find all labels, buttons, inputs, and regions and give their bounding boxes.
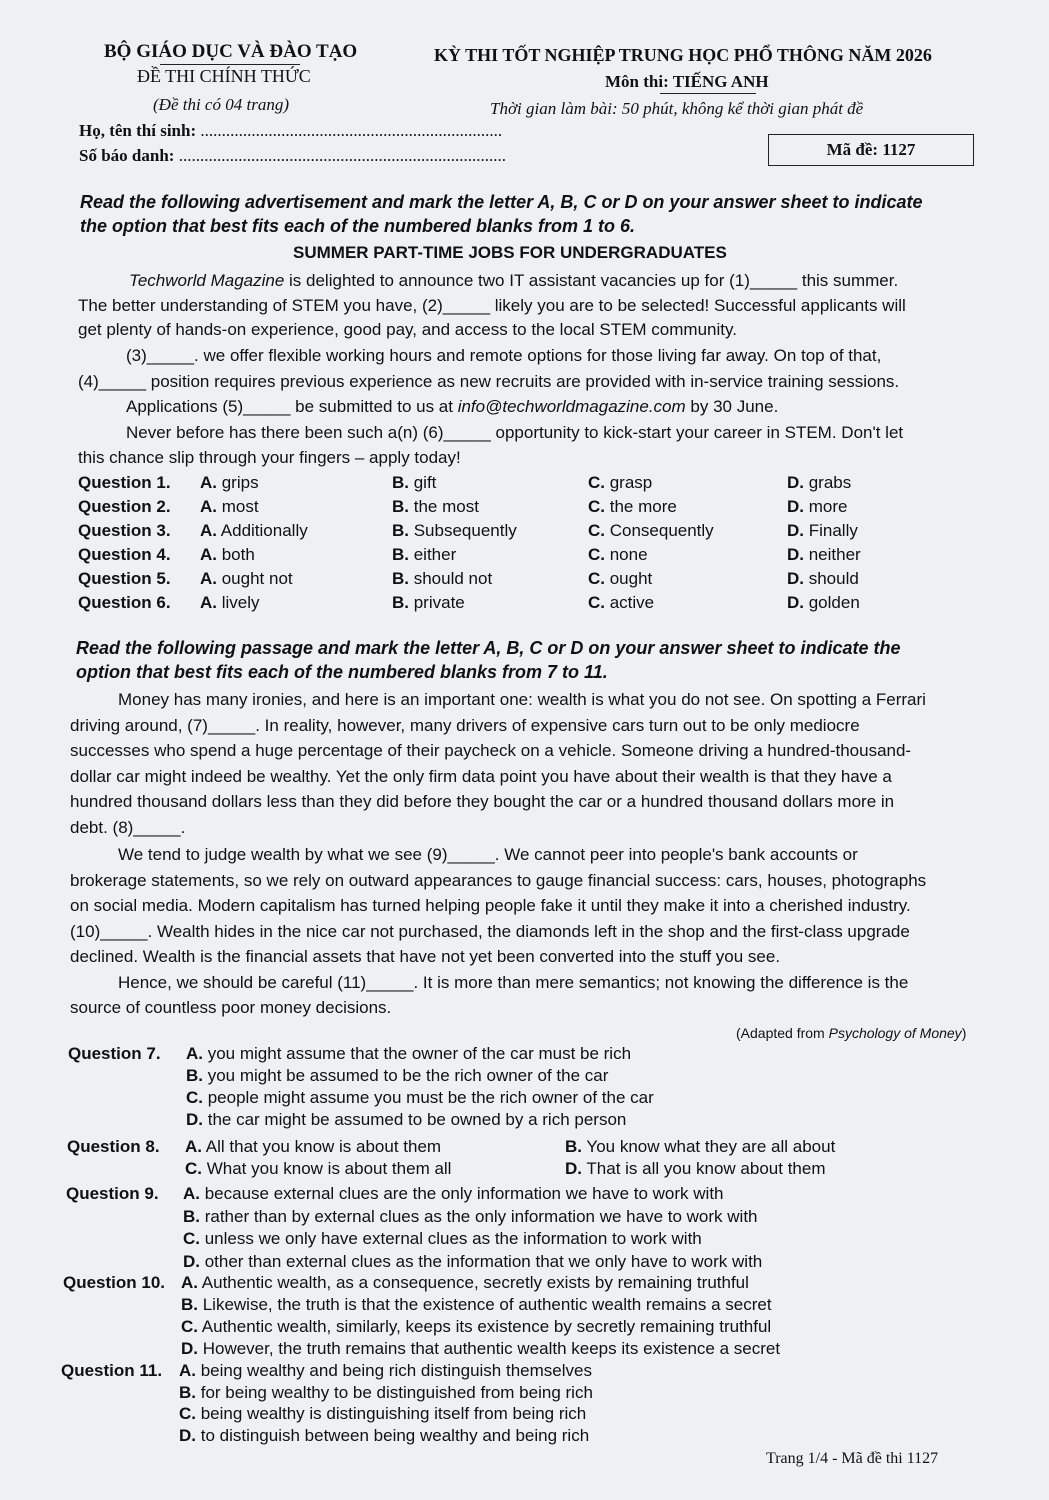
question-number: Question 2. [78, 497, 171, 516]
answer-option [186, 1066, 608, 1086]
answer-option [183, 1207, 758, 1227]
passage-line: dollar car might indeed be wealthy. Yet the only firm data point you have about their wealth is that they have a [70, 767, 892, 786]
answer-option [392, 593, 465, 613]
answer-option [179, 1361, 592, 1381]
option-letter: B. [565, 1137, 582, 1156]
question-label [78, 545, 171, 565]
question-label [78, 593, 171, 613]
passage-line: brokerage statements, so we rely on outward appearances to gauge financial success: cars, houses, photographs [70, 871, 927, 890]
source-prefix: (Adapted from [736, 1025, 829, 1041]
passage-line: source of countless poor money decisions. [70, 998, 392, 1017]
option-letter: A. [200, 473, 217, 492]
option-letter: B. [186, 1066, 203, 1085]
option-letter: B. [179, 1382, 196, 1402]
option-letter: D. [787, 473, 804, 492]
source-title: Psychology of Money [828, 1025, 962, 1041]
advert-p2-line1: (3)_____. we offer flexible working hours and remote options for those living far away. On top of that, [126, 346, 882, 365]
question-number: Question 1. [78, 473, 171, 492]
passage-line: We tend to judge wealth by what we see (9)_____. We cannot peer into people's bank accounts or [118, 845, 858, 864]
option-text: All that you know is about them [202, 1137, 442, 1156]
option-text: either [409, 545, 457, 564]
pages-note: (Đề thi có 04 trang) [153, 95, 289, 114]
option-text: none [605, 545, 648, 564]
option-text: people might assume you must be the rich owner of the car [203, 1088, 654, 1107]
option-text: private [409, 593, 465, 612]
option-text: grasp [605, 473, 653, 492]
passage-line: on social media. Modern capitalism has turned helping people fake it until they make it into a cherished industry. [70, 896, 911, 915]
option-text: unless we only have external clues as the information to work with [200, 1229, 702, 1248]
option-letter: D. [787, 497, 804, 516]
answer-option [392, 569, 492, 589]
option-letter: C. [588, 473, 605, 492]
option-text: ought not [217, 569, 293, 588]
option-letter: C. [588, 593, 605, 612]
question-number: Question 6. [78, 593, 171, 612]
option-letter: C. [181, 1317, 198, 1336]
passage-line: Money has many ironies, and here is an important one: wealth is what you do not see. On spotting a Ferrari [118, 690, 926, 709]
question-label [67, 1137, 160, 1157]
option-text: you might assume that the owner of the car must be rich [203, 1044, 632, 1063]
candidate-name-field [79, 121, 502, 141]
option-text: because external clues are the only information we have to work with [200, 1184, 724, 1203]
answer-option [179, 1383, 593, 1403]
option-text: Finally [804, 521, 858, 540]
option-text: active [605, 593, 655, 612]
candidate-name-blank: ....................................................................... [200, 121, 503, 140]
advert-p3 [126, 397, 778, 417]
option-text: grips [217, 473, 259, 492]
option-letter: B. [183, 1206, 200, 1226]
option-text: Authentic wealth, as a consequence, secretly exists by remaining truthful [198, 1273, 749, 1292]
option-letter: C. [588, 569, 605, 588]
option-text: for being wealthy to be distinguished from being rich [196, 1382, 593, 1402]
answer-option [186, 1088, 654, 1108]
option-letter: A. [185, 1137, 202, 1156]
answer-option [183, 1229, 702, 1249]
option-text: Additionally [217, 521, 308, 540]
candidate-name-label: Họ, tên thí sinh: [79, 121, 197, 140]
option-text: neither [804, 545, 861, 564]
option-letter: D. [565, 1159, 582, 1178]
answer-option [588, 545, 648, 565]
question-number: Question 3. [78, 521, 171, 540]
option-text: rather than by external clues as the only information we have to work with [200, 1206, 758, 1226]
option-letter: C. [183, 1229, 200, 1248]
question-number: Question 5. [78, 569, 171, 588]
answer-option [181, 1273, 749, 1293]
option-letter: D. [181, 1339, 198, 1358]
advert-p1-line1 [129, 271, 898, 291]
option-text: lively [217, 593, 260, 612]
section1-instruction-line1: Read the following advertisement and mark the letter A, B, C or D on your answer sheet to indicate [80, 192, 923, 212]
option-letter: A. [181, 1273, 198, 1292]
question-label [61, 1361, 162, 1381]
advert-p1-line3: get plenty of hands-on experience, good pay, and access to the local STEM community. [78, 320, 737, 339]
answer-option [181, 1339, 780, 1359]
option-letter: B. [392, 593, 409, 612]
magazine-name: Techworld Magazine [129, 271, 285, 290]
option-letter: A. [200, 497, 217, 516]
option-text: to distinguish between being wealthy and being rich [196, 1425, 590, 1445]
option-letter: A. [200, 521, 217, 540]
option-letter: B. [392, 521, 409, 540]
question-number: Question 7. [68, 1044, 161, 1063]
option-letter: D. [787, 569, 804, 588]
section2-instruction-line2: option that best fits each of the numbered blanks from 7 to 11. [76, 662, 608, 682]
answer-option [185, 1137, 441, 1157]
option-text: grabs [804, 473, 852, 492]
answer-option [787, 497, 847, 517]
advert-email: info@techworldmagazine.com [457, 397, 686, 416]
option-text: Consequently [605, 521, 714, 540]
official-label: ĐỀ THI CHÍNH THỨC [137, 66, 311, 86]
page-footer: Trang 1/4 - Mã đề thi 1127 [766, 1450, 939, 1467]
option-letter: C. [588, 545, 605, 564]
answer-option [787, 473, 851, 493]
option-text: being wealthy and being rich distinguish themselves [196, 1361, 592, 1380]
section2-instruction-line1: Read the following passage and mark the letter A, B, C or D on your answer sheet to indicate the [76, 638, 901, 658]
question-label [78, 497, 171, 517]
answer-option [183, 1252, 762, 1272]
answer-option [588, 521, 714, 541]
answer-option [179, 1426, 589, 1446]
option-text: the more [605, 497, 677, 516]
option-letter: D. [787, 545, 804, 564]
question-number: Question 10. [63, 1273, 166, 1292]
answer-option [200, 473, 259, 493]
passage-line: declined. Wealth is the financial assets that have not yet been converted into the stuff you see. [70, 947, 781, 966]
question-number: Question 4. [78, 545, 171, 564]
option-text: the car might be assumed to be owned by a rich person [203, 1110, 627, 1129]
option-text: ought [605, 569, 653, 588]
option-text: Likewise, the truth is that the existence of authentic wealth remains a secret [198, 1295, 772, 1314]
option-letter: B. [392, 497, 409, 516]
option-text: Subsequently [409, 521, 517, 540]
option-text: being wealthy is distinguishing itself from being rich [196, 1404, 587, 1423]
question-number: Question 8. [67, 1137, 160, 1156]
candidate-id-label: Số báo danh: [79, 146, 175, 165]
answer-option [588, 569, 652, 589]
answer-option [392, 497, 479, 517]
question-number: Question 9. [66, 1184, 159, 1203]
exam-title: KỲ THI TỐT NGHIỆP TRUNG HỌC PHỔ THÔNG NĂM 2026 [434, 45, 932, 65]
option-letter: B. [392, 569, 409, 588]
question-label [78, 473, 171, 493]
source-suffix: ) [961, 1025, 967, 1041]
passage-source [736, 1025, 966, 1041]
answer-option [392, 545, 456, 565]
answer-option [200, 593, 260, 613]
option-letter: B. [392, 473, 409, 492]
answer-option [392, 521, 517, 541]
ministry-name: BỘ GIÁO DỤC VÀ ĐÀO TẠO [104, 41, 358, 62]
answer-option [186, 1110, 626, 1130]
advert-title: SUMMER PART-TIME JOBS FOR UNDERGRADUATES [293, 243, 727, 262]
option-letter: A. [200, 545, 217, 564]
option-letter: D. [787, 593, 804, 612]
question-label [68, 1044, 161, 1064]
answer-option [588, 473, 652, 493]
option-letter: A. [200, 593, 217, 612]
question-label [63, 1273, 165, 1293]
answer-option [565, 1159, 826, 1179]
advert-p1-line1-text: is delighted to announce two IT assistant vacancies up for (1)_____ this summer. [284, 271, 899, 290]
passage-line: Hence, we should be careful (11)_____. It is more than mere semantics; not knowing the difference is the [118, 973, 909, 992]
question-label [78, 521, 171, 541]
option-text: You know what they are all about [582, 1137, 836, 1156]
option-letter: A. [200, 569, 217, 588]
answer-option [787, 569, 859, 589]
passage-line: driving around, (7)_____. In reality, however, many drivers of expensive cars turn out to be only mediocre [70, 716, 860, 735]
advert-p1-line2: The better understanding of STEM you have, (2)_____ likely you are to be selected! Successful applicants will [78, 296, 906, 315]
option-letter: A. [179, 1361, 196, 1380]
advert-p4-line1: Never before has there been such a(n) (6)_____ opportunity to kick-start your career in STEM. Don't let [126, 423, 904, 442]
section1-instruction-line2: the option that best fits each of the numbered blanks from 1 to 6. [80, 216, 636, 236]
option-text: the most [409, 497, 479, 516]
option-text: you might be assumed to be the rich owner of the car [203, 1066, 609, 1085]
answer-option [787, 521, 858, 541]
option-letter: B. [392, 545, 409, 564]
option-letter: C. [186, 1088, 203, 1107]
exam-subject: Môn thi: TIẾNG ANH [605, 72, 769, 91]
answer-option [179, 1404, 586, 1424]
option-letter: C. [588, 521, 605, 540]
answer-option [200, 521, 308, 541]
option-text: Authentic wealth, similarly, keeps its existence by secretly remaining truthful [198, 1317, 772, 1336]
option-text: That is all you know about them [582, 1159, 826, 1178]
option-letter: C. [179, 1404, 196, 1423]
subject-divider [660, 93, 756, 94]
answer-option [200, 545, 255, 565]
option-letter: D. [183, 1251, 200, 1271]
option-text: other than external clues as the information that we only have to work with [200, 1251, 763, 1271]
answer-option [588, 593, 654, 613]
option-letter: D. [179, 1425, 196, 1445]
option-text: What you know is about them all [202, 1159, 452, 1178]
option-text: gift [409, 473, 437, 492]
option-letter: A. [183, 1184, 200, 1203]
advert-p3-text: Applications (5)_____ be submitted to us at [126, 397, 458, 416]
advert-p3-end: by 30 June. [685, 397, 779, 416]
exam-code-box: Mã đề: 1127 [768, 134, 974, 166]
passage-line: (10)_____. Wealth hides in the nice car not purchased, the diamonds left in the shop and the first-class upgrade [70, 922, 910, 941]
answer-option [787, 593, 860, 613]
answer-option [185, 1159, 451, 1179]
answer-option [200, 569, 293, 589]
option-letter: D. [186, 1110, 203, 1129]
question-label [78, 569, 171, 589]
header-divider [160, 64, 300, 65]
option-letter: B. [181, 1295, 198, 1314]
option-text: more [804, 497, 848, 516]
option-text: golden [804, 593, 860, 612]
answer-option [200, 497, 259, 517]
answer-option [183, 1184, 724, 1204]
candidate-id-field [79, 146, 506, 166]
answer-option [565, 1137, 835, 1157]
option-letter: C. [185, 1159, 202, 1178]
passage-line: debt. (8)_____. [70, 818, 186, 837]
option-text: However, the truth remains that authentic wealth keeps its existence a secret [198, 1339, 781, 1358]
advert-p2-line2: (4)_____ position requires previous experience as new recruits are provided with in-service training sessions. [78, 372, 900, 391]
answer-option [186, 1044, 631, 1064]
question-number: Question 11. [61, 1361, 163, 1380]
answer-option [181, 1317, 771, 1337]
advert-p4-line2: this chance slip through your fingers – apply today! [78, 448, 461, 467]
answer-option [588, 497, 677, 517]
answer-option [787, 545, 861, 565]
question-label [66, 1184, 159, 1204]
option-text: should [804, 569, 859, 588]
answer-option [392, 473, 436, 493]
option-text: most [217, 497, 259, 516]
option-letter: A. [186, 1044, 203, 1063]
candidate-id-blank: ............................................................................. [178, 146, 506, 165]
exam-time-note: Thời gian làm bài: 50 phút, không kể thời gian phát đề [490, 99, 864, 118]
option-text: should not [409, 569, 493, 588]
passage-line: hundred thousand dollars less than they did before they bought the car or a hundred thousand dollars more in [70, 792, 895, 811]
option-letter: D. [787, 521, 804, 540]
answer-option [181, 1295, 772, 1315]
option-letter: C. [588, 497, 605, 516]
passage-line: successes who spend a huge percentage of their paycheck on a vehicle. Someone driving a hundred-thousand- [70, 741, 912, 760]
option-text: both [217, 545, 255, 564]
